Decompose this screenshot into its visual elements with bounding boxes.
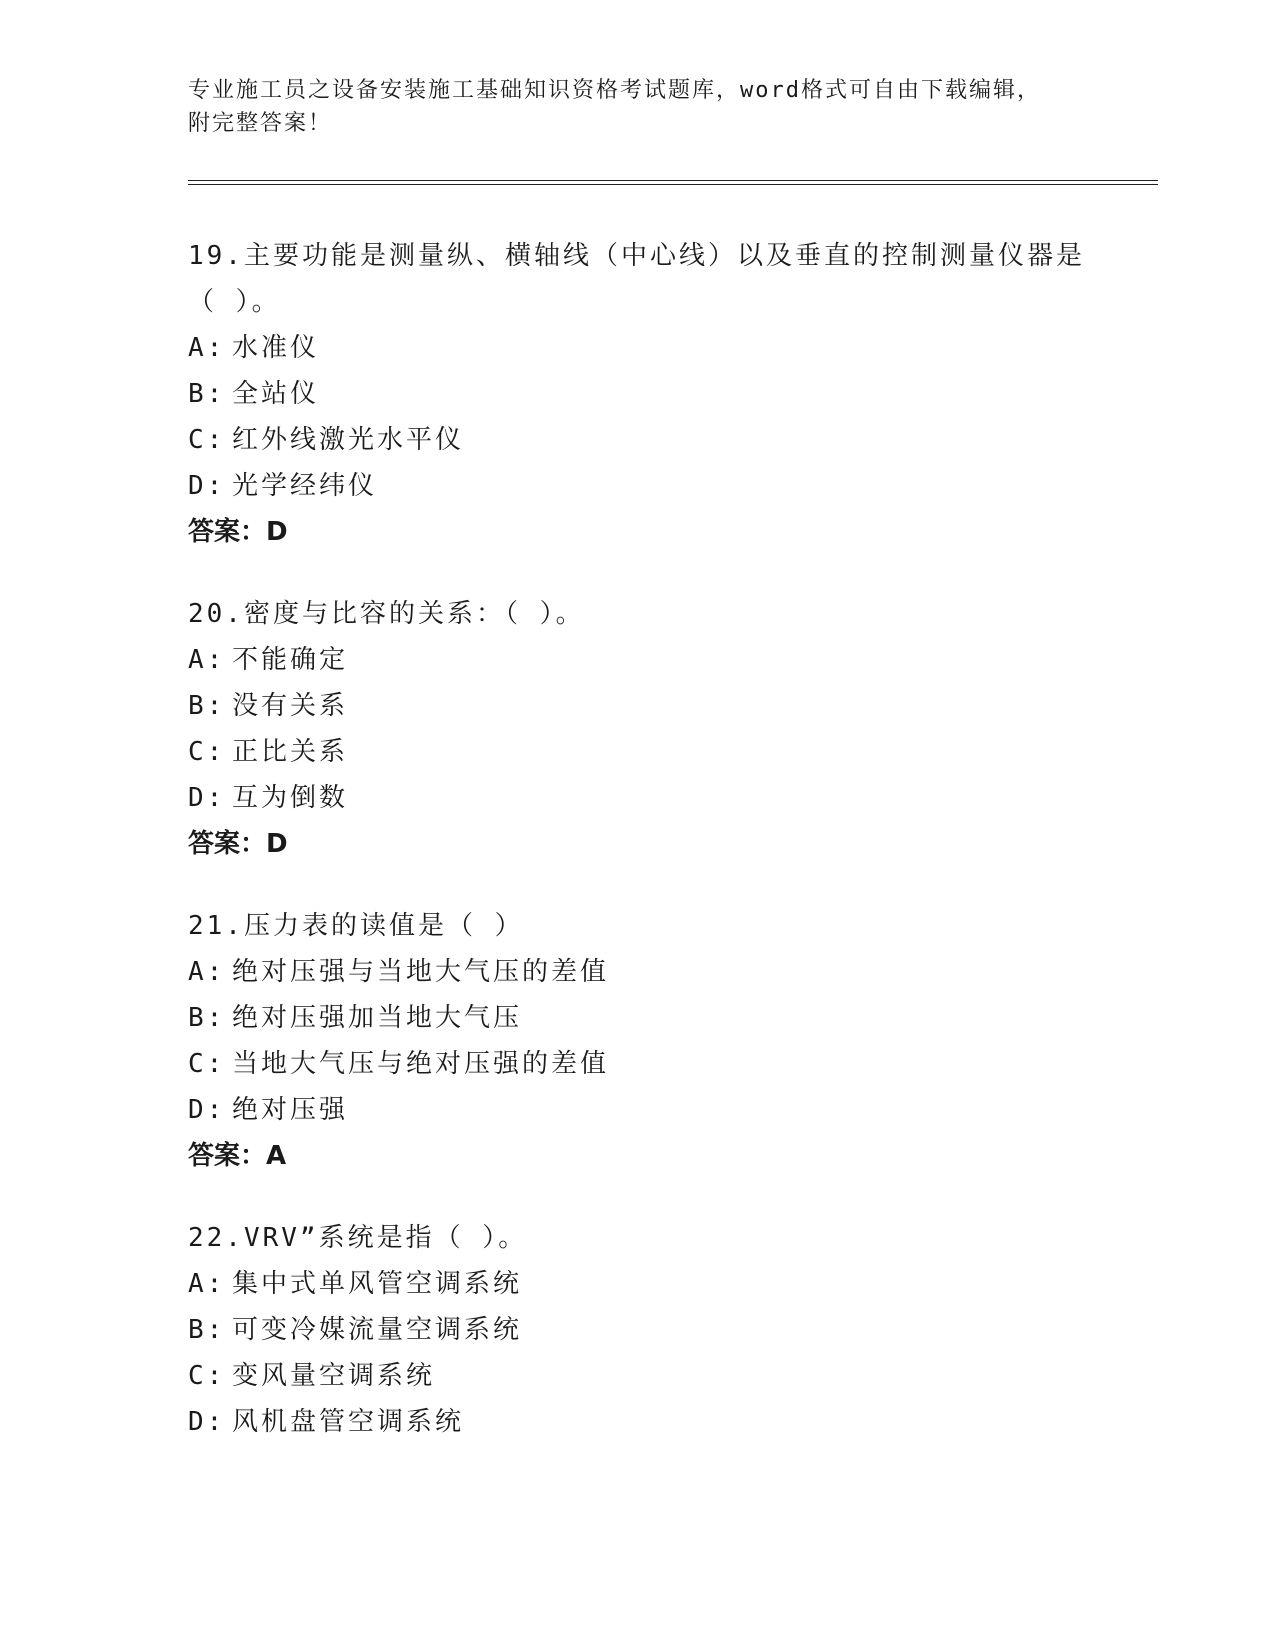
option-d <box>188 463 1158 509</box>
option-letter: D: <box>188 471 226 501</box>
question-20 <box>188 591 1158 867</box>
question-text: 密度与比容的关系：（ ）。 <box>243 599 585 629</box>
option-letter: C: <box>188 1049 226 1079</box>
question-stem <box>188 591 1088 637</box>
option-text: 集中式单风管空调系统 <box>232 1269 523 1299</box>
answer-value: D <box>266 517 288 547</box>
option-letter: A: <box>188 1269 226 1299</box>
question-number: 22. <box>188 1223 244 1253</box>
option-letter: D: <box>188 1407 226 1437</box>
option-letter: B: <box>188 379 226 409</box>
option-letter: C: <box>188 737 226 767</box>
document-header <box>188 74 1088 140</box>
option-text: 风机盘管空调系统 <box>232 1407 465 1437</box>
question-stem <box>188 233 1088 325</box>
option-letter: B: <box>188 691 226 721</box>
answer-value: D <box>266 829 288 859</box>
question-list <box>188 233 1158 1481</box>
question-22 <box>188 1215 1158 1445</box>
option-text: 绝对压强 <box>232 1095 349 1125</box>
question-number: 20. <box>188 599 244 629</box>
option-a <box>188 325 1158 371</box>
option-d <box>188 1087 1158 1133</box>
option-letter: A: <box>188 333 226 363</box>
option-d <box>188 775 1158 821</box>
option-a <box>188 1261 1158 1307</box>
option-c <box>188 729 1158 775</box>
option-letter: A: <box>188 645 226 675</box>
question-text: 压力表的读值是（ ） <box>243 911 524 941</box>
answer-line <box>188 821 1158 867</box>
option-b <box>188 371 1158 417</box>
option-c <box>188 1041 1158 1087</box>
question-19 <box>188 233 1158 555</box>
option-c <box>188 417 1158 463</box>
option-text: 没有关系 <box>232 691 349 721</box>
option-letter: A: <box>188 957 226 987</box>
option-d <box>188 1399 1158 1445</box>
question-21 <box>188 903 1158 1179</box>
option-text: 绝对压强与当地大气压的差值 <box>232 957 610 987</box>
header-divider <box>188 180 1158 185</box>
header-line-2: 附完整答案！ <box>188 111 333 136</box>
option-b <box>188 995 1158 1041</box>
option-letter: D: <box>188 783 226 813</box>
option-b <box>188 1307 1158 1353</box>
document-page <box>188 0 1158 1650</box>
answer-value: A <box>266 1141 287 1171</box>
option-text: 全站仪 <box>232 379 320 409</box>
question-text: VRV”系统是指（ ）。 <box>243 1223 528 1253</box>
option-text: 光学经纬仪 <box>232 471 378 501</box>
option-text: 变风量空调系统 <box>232 1361 436 1391</box>
option-letter: C: <box>188 425 226 455</box>
question-number: 21. <box>188 911 244 941</box>
option-text: 互为倒数 <box>232 783 349 813</box>
question-stem <box>188 903 1088 949</box>
option-letter: D: <box>188 1095 226 1125</box>
option-c <box>188 1353 1158 1399</box>
header-line-1: 专业施工员之设备安装施工基础知识资格考试题库，word格式可自由下载编辑， <box>188 78 1041 103</box>
option-letter: B: <box>188 1315 226 1345</box>
option-text: 绝对压强加当地大气压 <box>232 1003 523 1033</box>
option-text: 正比关系 <box>232 737 349 767</box>
option-text: 可变冷媒流量空调系统 <box>232 1315 523 1345</box>
option-a <box>188 637 1158 683</box>
answer-label: 答案： <box>188 1141 267 1171</box>
option-text: 不能确定 <box>232 645 349 675</box>
question-text: 主要功能是测量纵、横轴线（中心线）以及垂直的控制测量仪器是（ ）。 <box>188 241 1085 317</box>
option-b <box>188 683 1158 729</box>
answer-line <box>188 509 1158 555</box>
question-stem <box>188 1215 1088 1261</box>
option-a <box>188 949 1158 995</box>
answer-label: 答案： <box>188 517 267 547</box>
option-letter: C: <box>188 1361 226 1391</box>
option-text: 当地大气压与绝对压强的差值 <box>232 1049 610 1079</box>
option-letter: B: <box>188 1003 226 1033</box>
question-number: 19. <box>188 241 244 271</box>
answer-line <box>188 1133 1158 1179</box>
answer-label: 答案： <box>188 829 267 859</box>
option-text: 水准仪 <box>232 333 320 363</box>
option-text: 红外线激光水平仪 <box>232 425 465 455</box>
